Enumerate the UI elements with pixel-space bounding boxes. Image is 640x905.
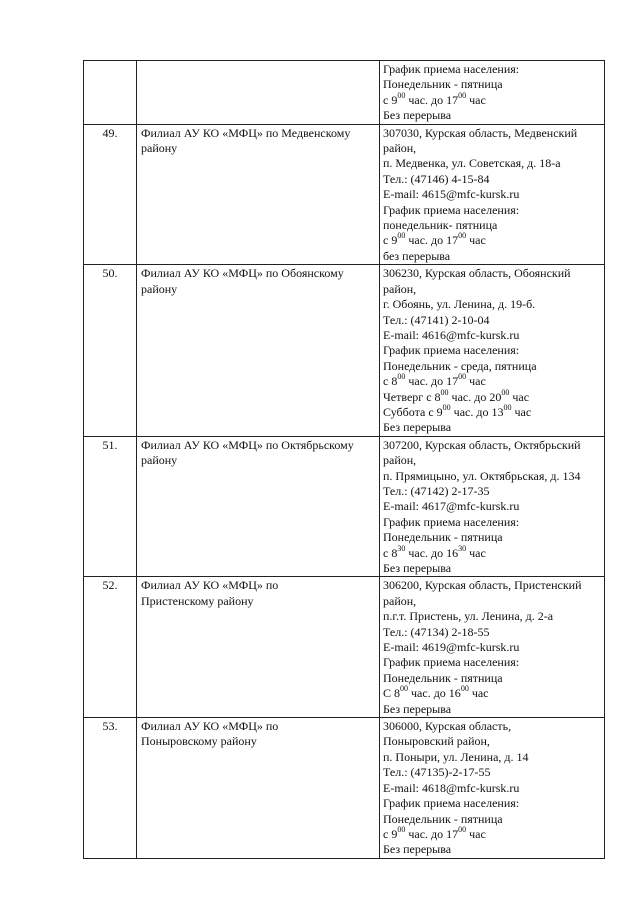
schedule-break: Без перерыва: [383, 420, 452, 435]
schedule-title: График приема населения:: [383, 796, 520, 811]
phone: Тел.: (47141) 2-10-04: [383, 312, 490, 327]
branch-info-cell: [380, 718, 605, 859]
branch-name-cell: Филиал АУ КО «МФЦ» по Октябрьскому району: [137, 436, 380, 577]
email: E-mail: 4616@mfc-kursk.ru: [383, 327, 520, 342]
address-line: п. Поныри, ул. Ленина, д. 14: [383, 749, 529, 764]
schedule-hours: с $9^{00}$ час. до $17^{00}$ час: [383, 90, 486, 107]
schedule-title: График приема населения:: [383, 62, 520, 76]
phone: Тел.: (47146) 4-15-84: [383, 171, 490, 186]
row-number-cell: 49.: [84, 124, 137, 265]
schedule-hours: с $9^{00}$ час. до $17^{00}$ час: [383, 824, 486, 841]
address-line: Поныровский район,: [383, 734, 490, 749]
address-line: 307200, Курская область, Октябрьский: [383, 437, 581, 452]
schedule-days: Понедельник - пятница: [383, 530, 503, 545]
phone: Тел.: (47135)-2-17-55: [383, 765, 491, 780]
schedule-break: Без перерыва: [383, 561, 452, 575]
address-line: район,: [383, 593, 417, 608]
table-row: [84, 718, 605, 859]
branch-name-cell: Филиал АУ КО «МФЦ» по Медвенскому району: [137, 124, 380, 265]
table-row: [84, 265, 605, 436]
schedule-days: Понедельник - среда, пятница: [383, 358, 537, 373]
address-line: район,: [383, 453, 417, 468]
phone: Тел.: (47134) 2-18-55: [383, 624, 490, 639]
schedule-break: Без перерыва: [383, 701, 452, 716]
address-line: п. Медвенка, ул. Советская, д. 18-а: [383, 156, 561, 171]
table-row: [84, 436, 605, 577]
schedule-days: Понедельник - пятница: [383, 811, 503, 826]
branch-name-cell: [137, 61, 380, 125]
schedule-hours: Суббота с $9^{00}$ час. до $13^{00}$ час: [383, 402, 532, 419]
branch-name-cell: Филиал АУ КО «МФЦ» по Обоянскому району: [137, 265, 380, 436]
row-number-cell: 51.: [84, 436, 137, 577]
branch-info-cell: [380, 124, 605, 265]
schedule-days: понедельник- пятница: [383, 218, 498, 233]
address-line: район,: [383, 281, 417, 296]
email: E-mail: 4615@mfc-kursk.ru: [383, 187, 520, 202]
schedule-title: График приема населения:: [383, 202, 520, 217]
email: E-mail: 4618@mfc-kursk.ru: [383, 780, 520, 795]
row-number-cell: [84, 61, 137, 125]
schedule-days: Понедельник - пятница: [383, 670, 503, 685]
schedule-hours: с $8^{00}$ час. до $17^{00}$ час: [383, 372, 486, 389]
address-line: г. Обоянь, ул. Ленина, д. 19-б.: [383, 297, 536, 312]
address-line: 307030, Курская область, Медвенский: [383, 125, 578, 140]
address-line: 306000, Курская область,: [383, 719, 512, 734]
address-line: район,: [383, 141, 417, 156]
branch-info-cell: [380, 265, 605, 436]
row-number-cell: 52.: [84, 577, 137, 718]
schedule-title: График приема населения:: [383, 343, 520, 358]
address-line: 306230, Курская область, Обоянский: [383, 266, 571, 281]
branch-name-cell: Филиал АУ КО «МФЦ» по Поныровскому району: [137, 718, 380, 859]
schedule-break: без перерыва: [383, 248, 451, 263]
branches-table: [83, 60, 605, 859]
schedule-days: Понедельник - пятница: [383, 77, 503, 92]
row-number-cell: 53.: [84, 718, 137, 859]
table-row: [84, 577, 605, 718]
branch-info-cell: [380, 61, 605, 125]
email: E-mail: 4619@mfc-kursk.ru: [383, 640, 520, 655]
schedule-hours: с $9^{00}$ час. до $17^{00}$ час: [383, 231, 486, 248]
schedule-hours: с $8^{30}$ час. до $16^{30}$ час: [383, 543, 486, 560]
address-line: 306200, Курская область, Пристенский: [383, 578, 582, 593]
branch-name-cell: Филиал АУ КО «МФЦ» по Пристенскому району: [137, 577, 380, 718]
table-row: [84, 124, 605, 265]
schedule-break: Без перерыва: [383, 842, 452, 857]
schedule-hours: С $8^{00}$ час. до $16^{00}$ час: [383, 684, 489, 701]
address-line: п.г.т. Пристень, ул. Ленина, д. 2-а: [383, 609, 554, 624]
address-line: п. Прямицыно, ул. Октябрьская, д. 134: [383, 468, 581, 483]
row-number-cell: 50.: [84, 265, 137, 436]
schedule-hours: Четверг с $8^{00}$ час. до $20^{00}$ час: [383, 387, 530, 404]
branch-info-cell: [380, 436, 605, 577]
schedule-break: Без перерыва: [383, 108, 452, 123]
schedule-title: График приема населения:: [383, 514, 520, 529]
schedule-title: График приема населения:: [383, 655, 520, 670]
branch-info-cell: [380, 577, 605, 718]
phone: Тел.: (47142) 2-17-35: [383, 483, 490, 498]
email: E-mail: 4617@mfc-kursk.ru: [383, 499, 520, 514]
table-row: [84, 61, 605, 125]
